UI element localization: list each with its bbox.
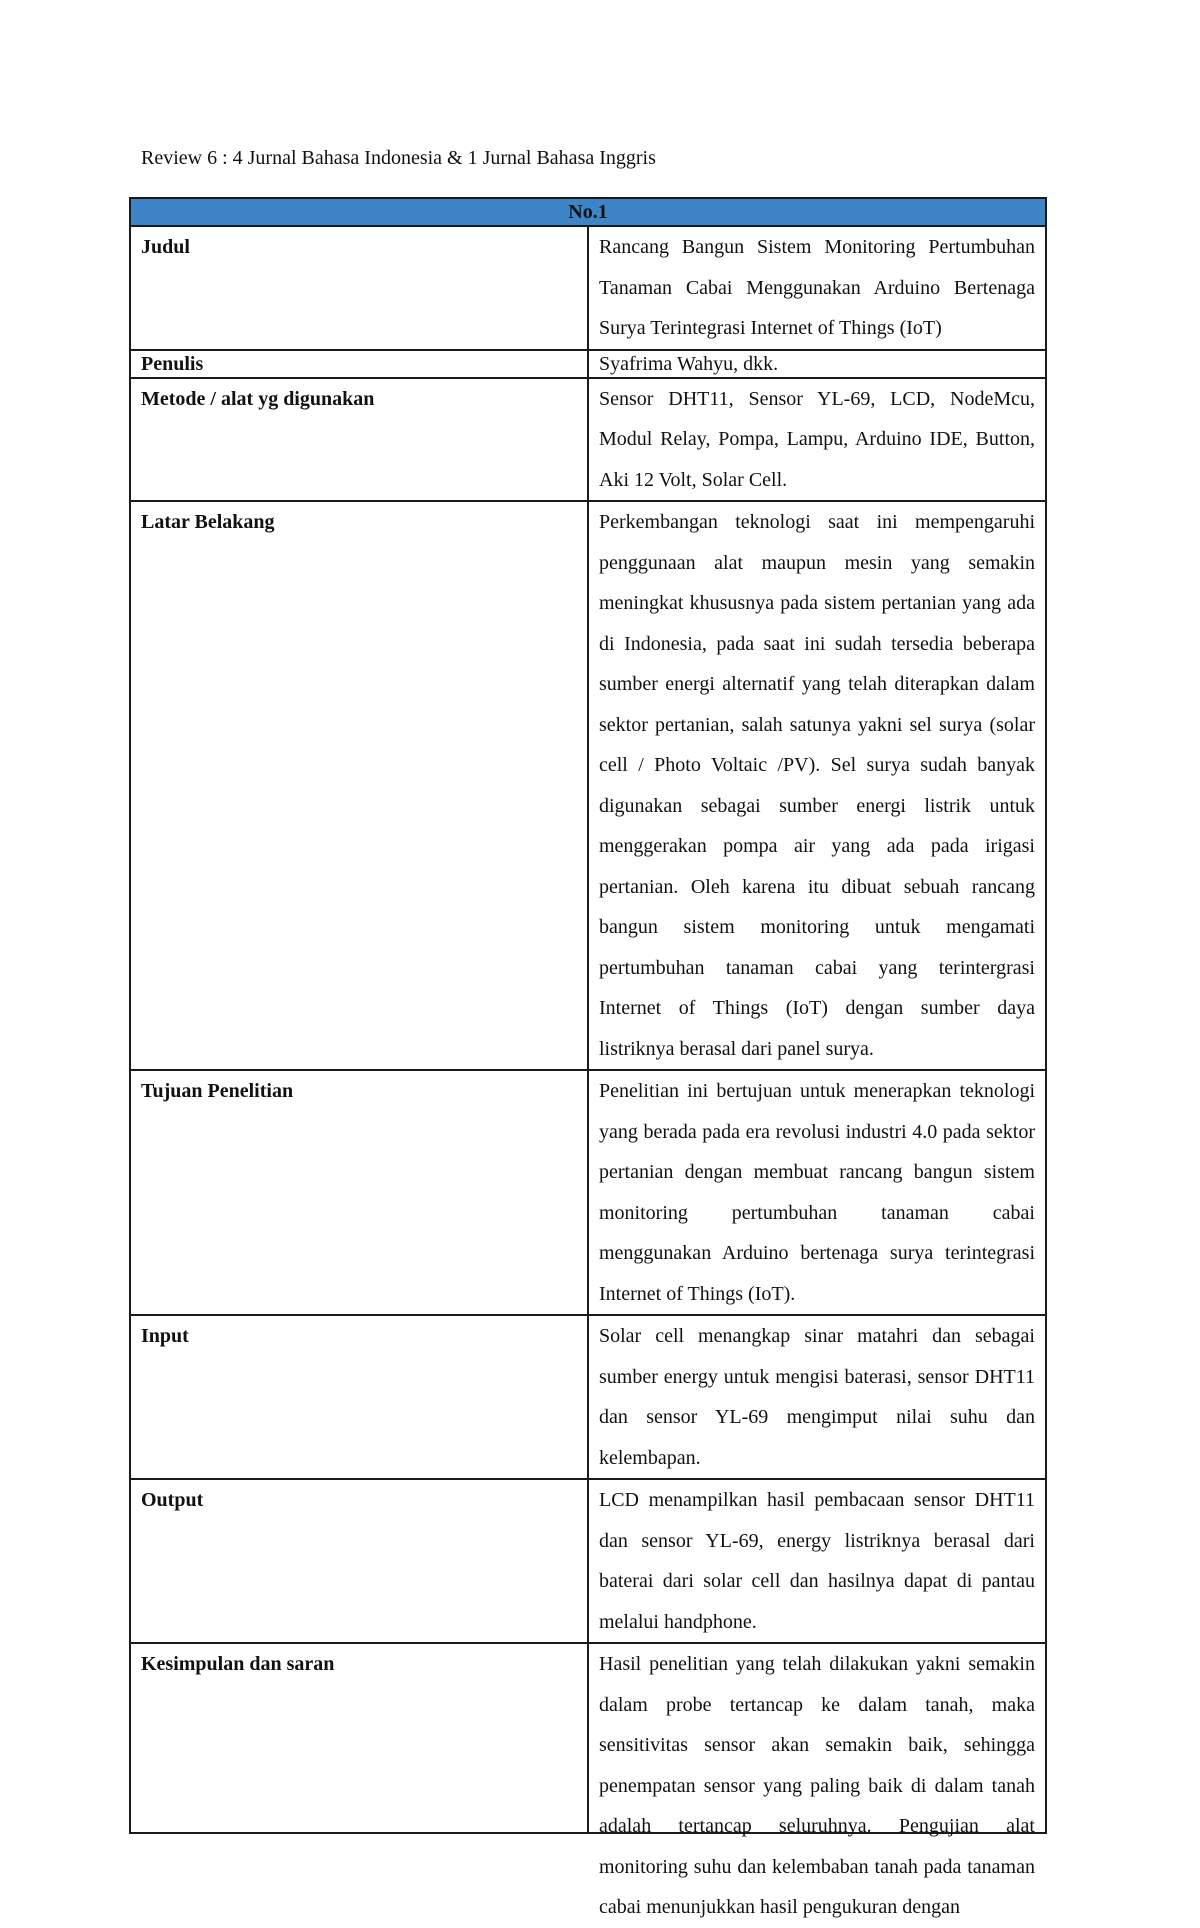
- row-label-penulis: Penulis: [130, 350, 588, 378]
- row-value-judul: Rancang Bangun Sistem Monitoring Pertumbuhan Tanaman Cabai Menggunakan Arduino Bertenaga Surya Terintegrasi Internet of Things (IoT): [588, 226, 1046, 350]
- table-row: [130, 350, 1046, 378]
- table-row: [130, 1070, 1046, 1315]
- row-label-kesimpulan: [130, 1643, 588, 1833]
- page-heading: Review 6 : 4 Jurnal Bahasa Indonesia & 1 Jurnal Bahasa Inggris: [141, 147, 656, 169]
- table-row: [130, 1643, 1046, 1833]
- row-value-penulis: Syafrima Wahyu, dkk.: [588, 350, 1046, 378]
- table-row: [130, 378, 1046, 502]
- table-row: [130, 1479, 1046, 1643]
- table-row: [130, 1315, 1046, 1479]
- table-header-row: [130, 198, 1046, 226]
- row-label-latar-belakang: Latar Belakang: [130, 501, 588, 1070]
- row-value-tujuan-penelitian: Penelitian ini bertujuan untuk menerapkan teknologi yang berada pada era revolusi industri 4.0 pada sektor pertanian dengan membuat rancang bangun sistem monitoring pertumbuhan tanaman cabai menggunakan Arduino bertenaga surya terintegrasi Internet of Things (IoT).: [588, 1070, 1046, 1315]
- row-label-kesimpulan-text: Kesimpulan dan saran: [141, 1653, 335, 1675]
- row-label-judul: Judul: [130, 226, 588, 350]
- row-label-input: Input: [130, 1315, 588, 1479]
- table-row: [130, 501, 1046, 1070]
- row-value-output: LCD menampilkan hasil pembacaan sensor DHT11 dan sensor YL-69, energy listriknya berasal dari baterai dari solar cell dan hasilnya dapat di pantau melalui handphone.: [588, 1479, 1046, 1643]
- row-value-input: Solar cell menangkap sinar matahri dan sebagai sumber energy untuk mengisi baterasi, sensor DHT11 dan sensor YL-69 mengimput nilai suhu dan kelembapan.: [588, 1315, 1046, 1479]
- row-value-kesimpulan: [588, 1643, 1046, 1918]
- row-value-metode: Sensor DHT11, Sensor YL-69, LCD, NodeMcu, Modul Relay, Pompa, Lampu, Arduino IDE, Button, Aki 12 Volt, Solar Cell.: [588, 378, 1046, 502]
- row-label-tujuan-penelitian: Tujuan Penelitian: [130, 1070, 588, 1315]
- row-label-output: Output: [130, 1479, 588, 1643]
- review-table: [129, 197, 1047, 1918]
- row-value-latar-belakang: Perkembangan teknologi saat ini mempengaruhi penggunaan alat maupun mesin yang semakin meningkat khususnya pada sistem pertanian yang ada di Indonesia, pada saat ini sudah tersedia beberapa sumber energi alternatif yang telah diterapkan dalam sektor pertanian, salah satunya yakni sel surya (solar cell / Photo Voltaic /PV). Sel surya sudah banyak digunakan sebagai sumber energi listrik untuk menggerakan pompa air yang ada pada irigasi pertanian. Oleh karena itu dibuat sebuah rancang bangun sistem monitoring untuk mengamati pertumbuhan tanaman cabai yang terintergrasi Internet of Things (IoT) dengan sumber daya listriknya berasal dari panel surya.: [588, 501, 1046, 1070]
- table-row: [130, 226, 1046, 350]
- row-label-metode: Metode / alat yg digunakan: [130, 378, 588, 502]
- table-header-cell: No.1: [130, 198, 1046, 226]
- row-value-kesimpulan-text: Hasil penelitian yang telah dilakukan yakni semakin dalam probe tertancap ke dalam tanah, maka sensitivitas sensor akan semakin baik, sehingga penempatan sensor yang paling baik di dalam tanah adalah tertancap seluruhnya. Pengujian alat monitoring suhu dan kelembaban tanah pada tanaman cabai menunjukkan hasil pengukuran dengan: [599, 1653, 1035, 1918]
